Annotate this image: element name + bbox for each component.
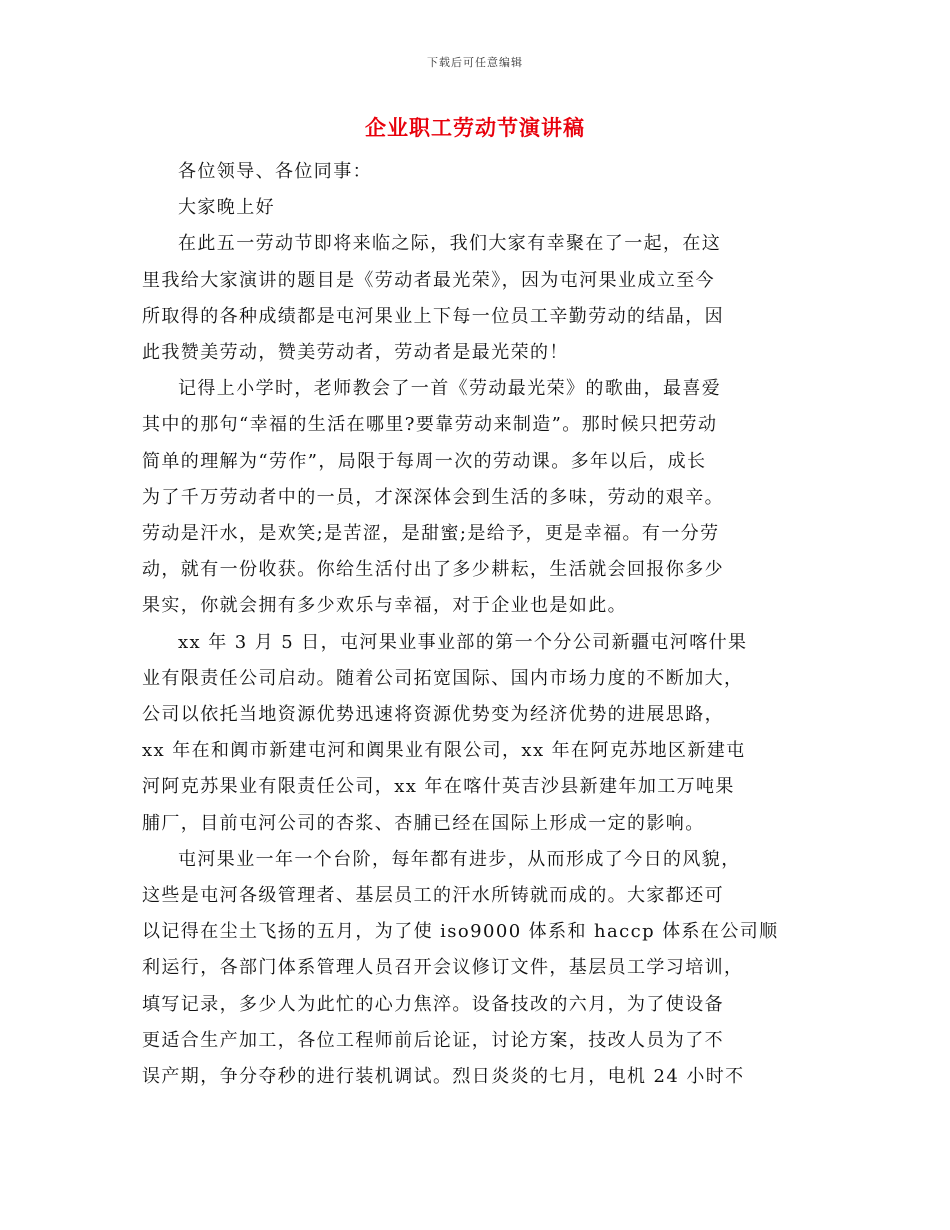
text-line: 动，就有一份收获。你给生活付出了多少耕耘，生活就会回报你多少 [142,559,724,581]
paragraph [142,154,810,190]
text-line: 其中的那句“幸福的生活在哪里?要靠劳动来制造”。那时候只把劳动 [142,414,718,436]
text-line: 在此五一劳动节即将来临之际，我们大家有幸聚在了一起，在这 [178,233,722,255]
text-line: 这些是屯河各级管理者、基层员工的汗水所铸就而成的。大家都还可 [142,885,724,907]
text-line: 业有限责任公司启动。随着公司拓宽国际、国内市场力度的不断加大， [142,667,744,689]
text-line: 所取得的各种成绩都是屯河果业上下每一位员工辛勤劳动的结晶，因 [142,305,724,327]
text-line: 以记得在尘土飞扬的五月，为了使 iso9000 体系和 haccp 体系在公司顺 [142,921,779,943]
text-line: 误产期，争分夺秒的进行装机调试。烈日炎炎的七月，电机 24 小时不 [142,1066,745,1088]
text-line: 此我赞美劳动，赞美劳动者，劳动者是最光荣的！ [142,342,569,364]
document-title: 企业职工劳动节演讲稿 [365,115,585,140]
paragraph [142,371,810,624]
text-line: 各位领导、各位同事： [178,161,372,182]
text-line: 脯厂，目前屯河公司的杏浆、杏脯已经在国际上形成一定的影响。 [142,812,705,834]
text-line: xx 年 3 月 5 日，屯河果业事业部的第一个分公司新疆屯河喀什果 [178,631,748,653]
text-line: 填写记录，多少人为此忙的心力焦淬。设备技改的六月，为了使设备 [142,993,724,1015]
text-line: 大家晚上好 [178,197,275,219]
text-line: 记得上小学时，老师教会了一首《劳动最光荣》的歌曲，最喜爱 [178,378,722,400]
text-line: 劳动是汗水，是欢笑;是苦涩，是甜蜜;是给予，更是幸福。有一分劳 [142,523,720,545]
text-line: xx 年在和阗市新建屯河和阗果业有限公司，xx 年在阿克苏地区新建屯 [142,740,746,762]
paragraph [142,842,810,1095]
text-line: 为了千万劳动者中的一员，才深深体会到生活的多味，劳动的艰辛。 [142,486,724,508]
paragraph [142,226,810,371]
text-line: 果实，你就会拥有多少欢乐与幸福，对于企业也是如此。 [142,595,627,617]
text-line: 屯河果业一年一个台阶，每年都有进步，从而形成了今日的风貌， [178,848,741,870]
text-line: 简单的理解为“劳作”，局限于每周一次的劳动课。多年以后，成长 [142,450,707,472]
text-line: 公司以依托当地资源优势迅速将资源优势变为经济优势的进展思路， [142,704,724,726]
text-line: 更适合生产加工，各位工程师前后论证，讨论方案，技改人员为了不 [142,1029,724,1051]
header-note: 下载后可任意编辑 [427,56,523,69]
paragraph [142,190,810,226]
text-line: 利运行，各部门体系管理人员召开会议修订文件，基层员工学习培训， [142,957,744,979]
paragraph [142,625,810,842]
document-body [142,154,810,1095]
text-line: 河阿克苏果业有限责任公司，xx 年在喀什英吉沙县新建年加工万吨果 [142,776,735,798]
text-line: 里我给大家演讲的题目是《劳动者最光荣》，因为屯河果业成立至今 [142,269,715,291]
